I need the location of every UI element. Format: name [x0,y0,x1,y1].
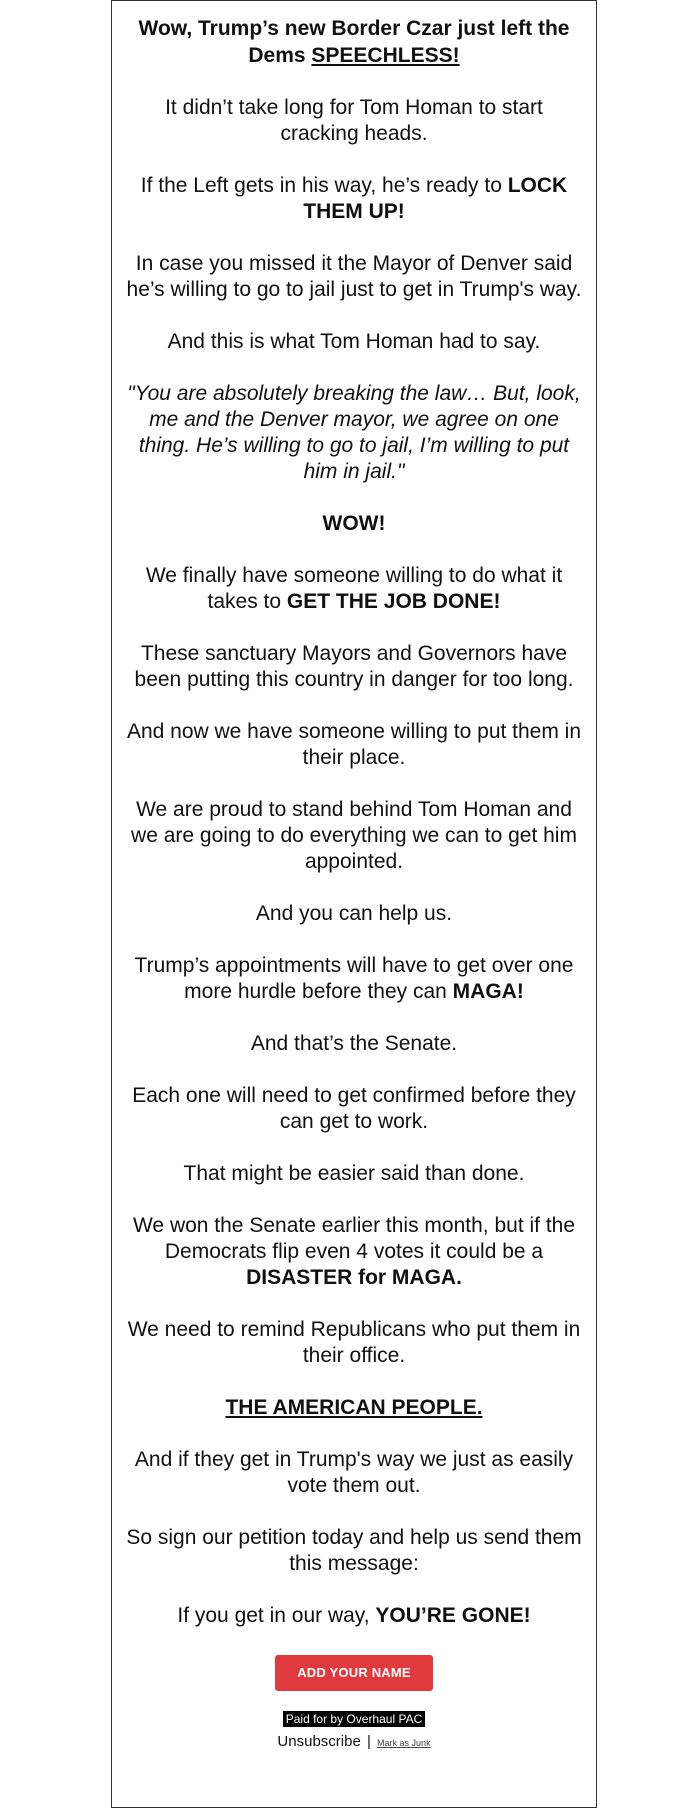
paragraph-4: And this is what Tom Homan had to say. [167,330,541,353]
paid-for-container [124,1691,584,1728]
unsubscribe-link[interactable]: Unsubscribe [277,1733,361,1750]
paragraph-10 [124,953,584,1005]
mark-as-junk-link[interactable]: Mark as Junk [377,1738,431,1748]
paragraph-16 [124,1395,584,1421]
paragraph-5-text: We finally have someone willing to do what it takes to [145,564,563,613]
email-body [111,0,597,1808]
add-your-name-button[interactable]: ADD YOUR NAME [275,1655,433,1691]
paragraph-8: We are proud to stand behind Tom Homan and we are going to do everything we can to get him appointed. [131,798,577,873]
paragraph-14-text: We won the Senate earlier this month, but if the Democrats flip even 4 votes it could be a [132,1214,576,1263]
paragraph-15: We need to remind Republicans who put them in their office. [127,1318,581,1367]
footer-links [124,1732,584,1753]
paid-for-disclaimer: Paid for by Overhaul PAC [283,1711,426,1727]
paragraph-18: So sign our petition today and help us send them this message: [126,1526,582,1575]
paragraph-17: And if they get in Trump's way we just as easily vote them out. [134,1448,574,1497]
paragraph-11: And that’s the Senate. [250,1032,458,1055]
paragraph-19-text: If you get in our way, [177,1604,376,1627]
paragraph-5-bold: GET THE JOB DONE! [286,590,501,613]
headline-underlined: SPEECHLESS! [311,44,460,67]
paragraph-2-bold: LOCK THEM UP! [303,174,568,223]
wow-text: WOW! [322,512,386,535]
paragraph-1: It didn’t take long for Tom Homan to start cracking heads. [165,96,543,145]
paragraph-2 [124,173,584,225]
headline [124,15,584,69]
paragraph-9: And you can help us. [255,902,453,925]
paragraph-2-text: If the Left gets in his way, he’s ready to [140,174,508,197]
paragraph-10-text: Trump’s appointments will have to get over one more hurdle before they can [134,954,574,1003]
paragraph-6: These sanctuary Mayors and Governors have been putting this country in danger for too long. [134,642,574,691]
headline-text: Wow, Trump’s new Border Czar just left the Dems [138,17,570,67]
paragraph-13: That might be easier said than done. [183,1162,525,1185]
paragraph-19 [124,1603,584,1629]
american-people-text: THE AMERICAN PEOPLE. [225,1396,483,1419]
paragraph-7: And now we have someone willing to put them in their place. [126,720,582,769]
paragraph-12: Each one will need to get confirmed before they can get to work. [132,1084,576,1133]
paragraph-14 [124,1213,584,1291]
footer-separator: | [366,1733,371,1750]
paragraph-5 [124,563,584,615]
homan-quote: "You are absolutely breaking the law… But, look, me and the Denver mayor, we agree on one thing. He’s willing to go to jail, I’m willing to put him in jail." [127,382,581,483]
paragraph-3: In case you missed it the Mayor of Denver said he’s willing to go to jail just to get in Trump's way. [126,252,582,301]
paragraph-14-bold: DISASTER for MAGA. [246,1266,462,1289]
paragraph-10-bold: MAGA! [452,980,524,1003]
cta-container [124,1655,584,1691]
wow-line [124,511,584,537]
paragraph-19-bold: YOU’RE GONE! [375,1604,531,1627]
